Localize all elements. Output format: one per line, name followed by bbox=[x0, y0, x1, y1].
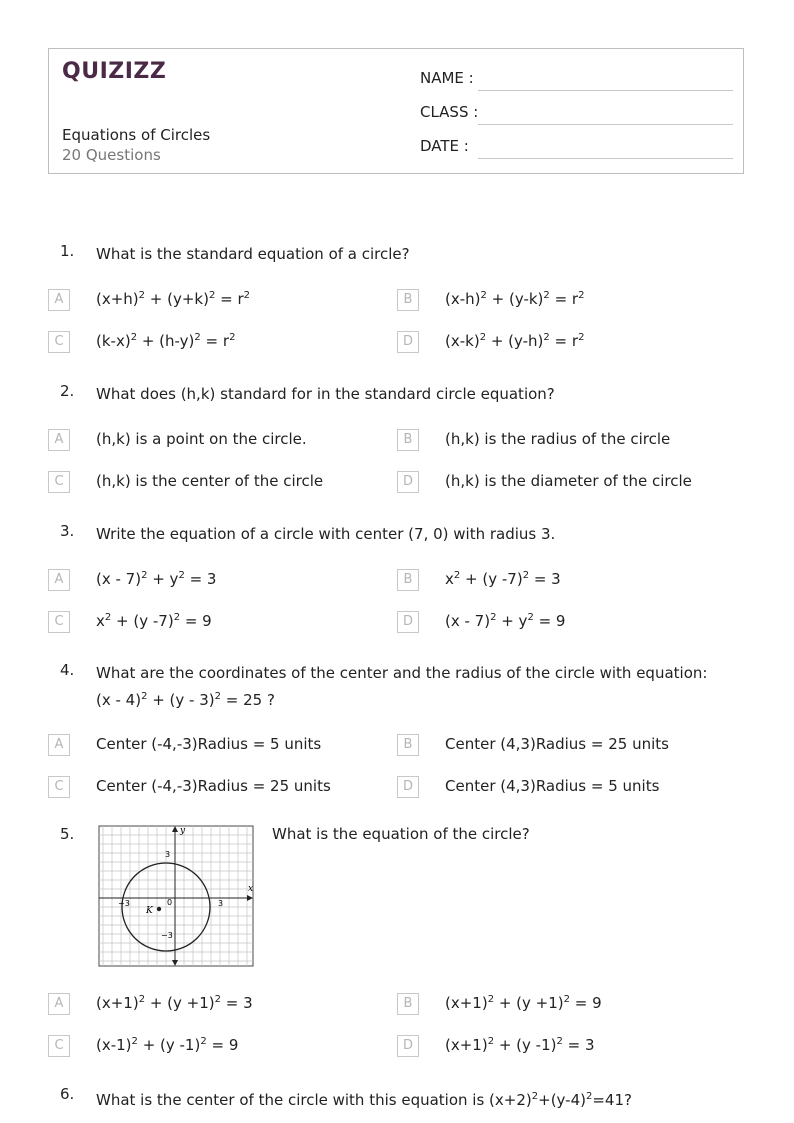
question-text: What is the standard equation of a circle? bbox=[96, 245, 410, 263]
option-b[interactable] bbox=[397, 569, 737, 593]
option-d[interactable] bbox=[397, 471, 737, 495]
option-b[interactable] bbox=[397, 429, 737, 453]
option-letter: D bbox=[397, 471, 419, 493]
graph-border bbox=[99, 826, 253, 966]
center-label: K bbox=[146, 906, 153, 916]
option-text: $(x - 7)^2 + y^2 = 9$ bbox=[445, 612, 566, 630]
option-letter: C bbox=[48, 331, 70, 353]
option-text: $(x+1)^2 + (y +1)^2 = 3$ bbox=[96, 994, 253, 1012]
option-d[interactable] bbox=[397, 776, 737, 800]
option-text: (h,k) is a point on the circle. bbox=[96, 430, 307, 448]
option-a[interactable] bbox=[48, 569, 388, 593]
question-number: 1. bbox=[60, 242, 75, 260]
option-text: Center (-4,-3)Radius = 25 units bbox=[96, 777, 331, 795]
quizizz-logo: QUIZIZZ bbox=[62, 59, 167, 84]
option-letter: C bbox=[48, 471, 70, 493]
option-a[interactable] bbox=[48, 993, 388, 1017]
question-text: What are the coordinates of the center and the radius of the circle with equation: bbox=[96, 664, 708, 682]
question-text: What is the equation of the circle? bbox=[272, 825, 530, 843]
worksheet-header bbox=[48, 48, 744, 174]
date-label: DATE : bbox=[420, 137, 469, 155]
option-letter: B bbox=[397, 734, 419, 756]
tick-neg3-y: −3 bbox=[161, 931, 173, 940]
x-label: x bbox=[248, 884, 254, 894]
question-number: 5. bbox=[60, 825, 75, 843]
option-text: (h,k) is the diameter of the circle bbox=[445, 472, 692, 490]
tick-3-y: 3 bbox=[165, 850, 171, 859]
tick-neg3-x: −3 bbox=[118, 899, 130, 908]
option-text: $(x-h)^2 + (y-k)^2 = r^2$ bbox=[445, 290, 585, 308]
option-letter: C bbox=[48, 776, 70, 798]
option-a[interactable] bbox=[48, 429, 388, 453]
option-letter: C bbox=[48, 611, 70, 633]
option-text: $(x - 7)^2 + y^2 = 3$ bbox=[96, 570, 217, 588]
option-letter: D bbox=[397, 776, 419, 798]
date-field[interactable] bbox=[420, 135, 733, 159]
question-number: 2. bbox=[60, 382, 75, 400]
option-c[interactable] bbox=[48, 331, 388, 355]
option-letter: A bbox=[48, 289, 70, 311]
option-b[interactable] bbox=[397, 734, 737, 758]
option-a[interactable] bbox=[48, 734, 388, 758]
option-text: $(x-1)^2 + (y$ -1)$^2$ = 9 bbox=[96, 1036, 239, 1054]
option-text: $(k-x)^2 + (h-y)^2 = r^2$ bbox=[96, 332, 236, 350]
option-letter: D bbox=[397, 611, 419, 633]
option-text: Center (4,3)Radius = 25 units bbox=[445, 735, 669, 753]
option-letter: B bbox=[397, 289, 419, 311]
question-count: 20 Questions bbox=[62, 146, 161, 164]
name-field[interactable] bbox=[420, 67, 733, 91]
option-d[interactable] bbox=[397, 1035, 737, 1059]
option-text: (h,k) is the radius of the circle bbox=[445, 430, 671, 448]
option-letter: D bbox=[397, 331, 419, 353]
option-letter: B bbox=[397, 993, 419, 1015]
class-field[interactable] bbox=[420, 101, 733, 125]
option-text: $(x+h)^2 + (y+k)^2 = r^2$ bbox=[96, 290, 251, 308]
option-c[interactable] bbox=[48, 776, 388, 800]
question-number: 3. bbox=[60, 522, 75, 540]
option-text: $(x+1)^2 + (y$ -1)$^2$ = 3 bbox=[445, 1036, 595, 1054]
option-c[interactable] bbox=[48, 1035, 388, 1059]
option-text: (h,k) is the center of the circle bbox=[96, 472, 324, 490]
option-b[interactable] bbox=[397, 289, 737, 313]
question-number: 6. bbox=[60, 1085, 75, 1103]
tick-3-x: 3 bbox=[218, 899, 224, 908]
worksheet-title: Equations of Circles bbox=[62, 126, 211, 144]
option-letter: B bbox=[397, 429, 419, 451]
option-text: $x^2 + (y$ -7)$^2$ = 9 bbox=[96, 612, 212, 630]
option-text: Center (-4,-3)Radius = 5 units bbox=[96, 735, 322, 753]
question-text: What does (h,k) standard for in the standard circle equation? bbox=[96, 385, 555, 403]
question-text: What is the center of the circle with this equation is $(x+2)^2+(y-4)^2=41$? bbox=[96, 1091, 632, 1109]
option-d[interactable] bbox=[397, 611, 737, 635]
option-letter: C bbox=[48, 1035, 70, 1057]
option-letter: D bbox=[397, 1035, 419, 1057]
option-letter: A bbox=[48, 569, 70, 591]
class-label: CLASS : bbox=[420, 103, 479, 121]
option-text: Center (4,3)Radius = 5 units bbox=[445, 777, 660, 795]
option-letter: A bbox=[48, 993, 70, 1015]
center-point bbox=[157, 907, 161, 911]
name-line[interactable] bbox=[478, 90, 733, 91]
option-text: $x^2 + (y$ -7)$^2$ = 3 bbox=[445, 570, 561, 588]
question-equation: (x - 4)$^2$ + (y - 3)$^2$ = 25 ? bbox=[96, 691, 275, 709]
option-a[interactable] bbox=[48, 289, 388, 313]
option-letter: A bbox=[48, 429, 70, 451]
option-c[interactable] bbox=[48, 611, 388, 635]
origin-label: 0 bbox=[167, 898, 173, 907]
question-number: 4. bbox=[60, 661, 75, 679]
date-line[interactable] bbox=[478, 158, 733, 159]
option-c[interactable] bbox=[48, 471, 388, 495]
option-d[interactable] bbox=[397, 331, 737, 355]
option-letter: A bbox=[48, 734, 70, 756]
circle-graph bbox=[98, 825, 254, 967]
option-text: $(x+1)^2 + (y +1)^2 = 9$ bbox=[445, 994, 602, 1012]
name-label: NAME : bbox=[420, 69, 474, 87]
option-b[interactable] bbox=[397, 993, 737, 1017]
question-text: Write the equation of a circle with center (7, 0) with radius 3. bbox=[96, 525, 556, 543]
class-line[interactable] bbox=[478, 124, 733, 125]
y-label: y bbox=[180, 826, 186, 836]
option-letter: B bbox=[397, 569, 419, 591]
option-text: $(x-k)^2 + (y-h)^2 = r^2$ bbox=[445, 332, 585, 350]
